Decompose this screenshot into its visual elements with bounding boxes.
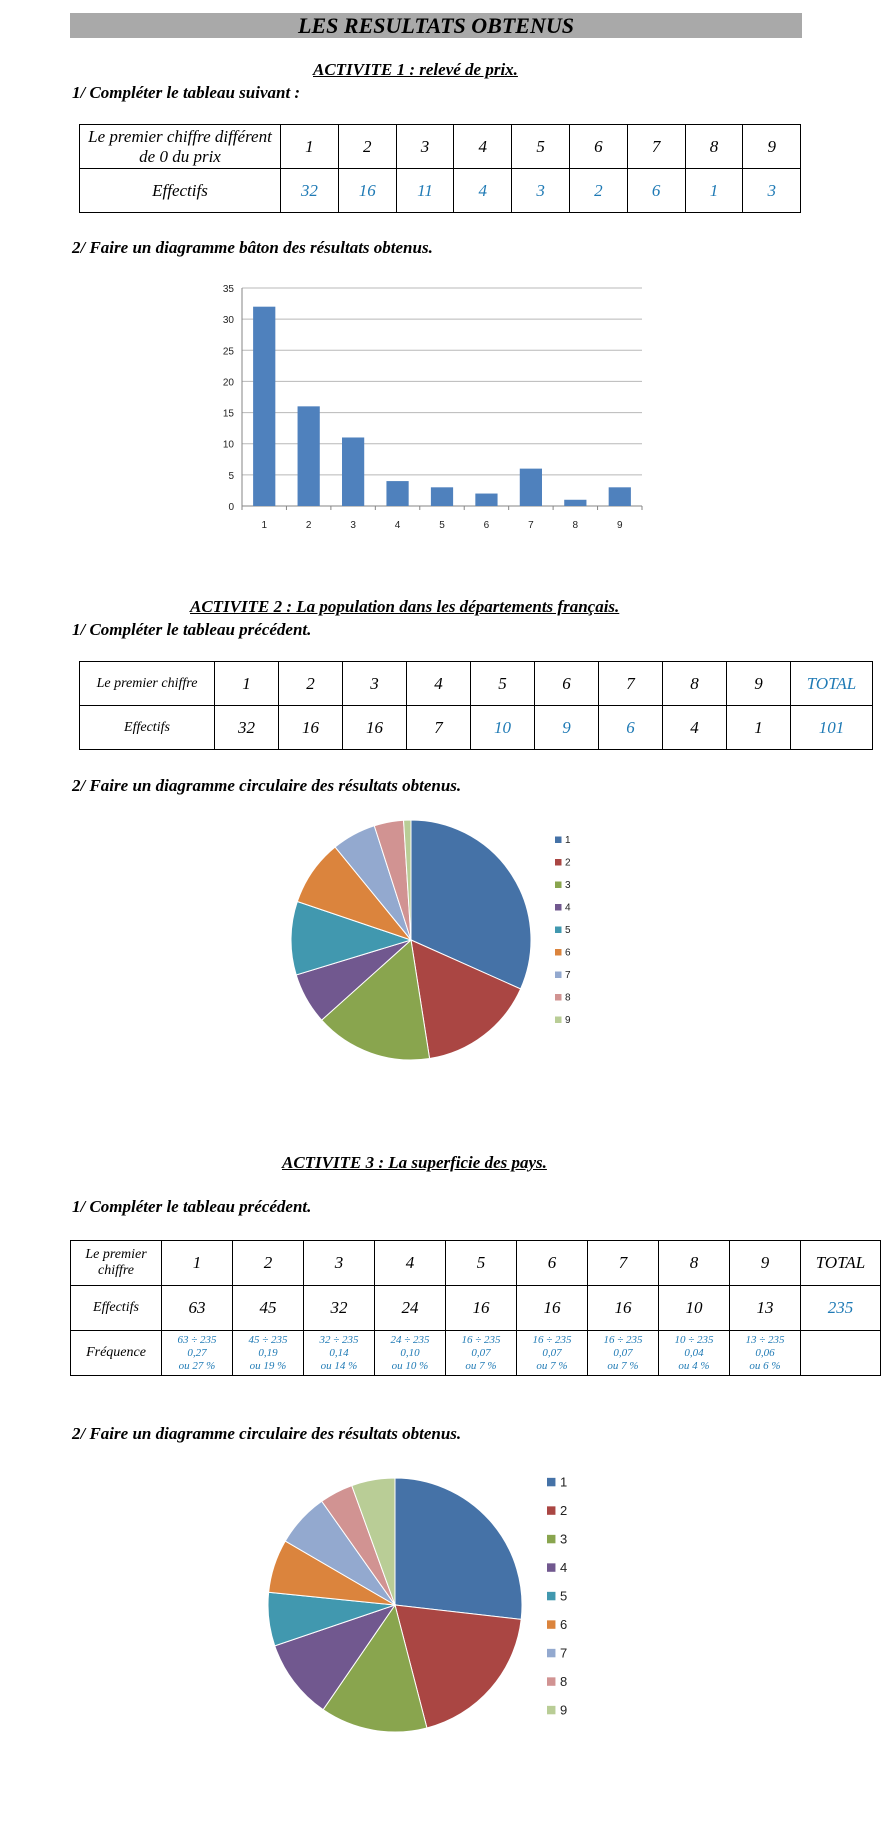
table-cell: 16 <box>517 1286 588 1331</box>
freq-calc: 24 ÷ 235 <box>390 1333 430 1346</box>
freq-decimal: 0,27 <box>187 1346 207 1359</box>
legend-label: 9 <box>565 1015 571 1026</box>
y-tick-label: 20 <box>222 377 234 389</box>
activity2-table <box>79 661 873 750</box>
activity2-q2: 2/ Faire un diagramme circulaire des résultats obtenus. <box>72 776 462 795</box>
pie-chart-activity3 <box>265 1465 595 1745</box>
bar <box>431 487 453 506</box>
table-cell: 2 <box>569 169 627 213</box>
table-row <box>71 1331 881 1376</box>
legend-swatch <box>547 1563 555 1571</box>
table-cell: 8 <box>659 1241 730 1286</box>
activity1-title: ACTIVITE 1 : relevé de prix. <box>313 60 518 79</box>
freq-cell <box>233 1331 304 1376</box>
legend-swatch <box>555 904 562 911</box>
table-cell: 7 <box>588 1241 659 1286</box>
table-cell: 10 <box>471 706 535 750</box>
legend-swatch <box>547 1535 555 1543</box>
table-cell: 16 <box>279 706 343 750</box>
legend-label: 3 <box>560 1531 568 1547</box>
freq-cell <box>375 1331 446 1376</box>
y-tick-label: 25 <box>222 346 234 358</box>
x-tick-label: 1 <box>261 520 268 531</box>
freq-decimal: 0,04 <box>684 1346 704 1359</box>
legend-label: 3 <box>565 880 571 891</box>
freq-calc: 16 ÷ 235 <box>603 1333 643 1346</box>
table-cell: 11 <box>396 169 454 213</box>
table-cell: 9 <box>535 706 599 750</box>
freq-calc: 45 ÷ 235 <box>248 1333 288 1346</box>
freq-percent: ou 27 % <box>178 1359 216 1372</box>
legend-label: 9 <box>560 1702 568 1718</box>
table-header-label: Le premier chiffre <box>80 662 215 706</box>
table-cell: 4 <box>375 1241 446 1286</box>
legend-label: 6 <box>565 947 571 959</box>
table-cell: 3 <box>343 662 407 706</box>
table-cell: 16 <box>588 1286 659 1331</box>
table-cell: 32 <box>304 1286 375 1331</box>
activity3-q2: 2/ Faire un diagramme circulaire des résultats obtenus. <box>72 1424 462 1443</box>
x-tick-label: 7 <box>528 520 534 531</box>
legend-label: 6 <box>560 1616 568 1632</box>
table-row-label: Effectifs <box>80 706 215 750</box>
table-cell: 7 <box>599 662 663 706</box>
bar <box>475 494 497 506</box>
table-cell: 1 <box>162 1241 233 1286</box>
bar <box>564 500 586 506</box>
activity3-title: ACTIVITE 3 : La superficie des pays. <box>282 1153 547 1172</box>
freq-cell <box>588 1331 659 1376</box>
table-cell: 13 <box>730 1286 801 1331</box>
freq-calc: 13 ÷ 235 <box>745 1333 785 1346</box>
table-cell: 4 <box>407 662 471 706</box>
table-header-label: Le premier chiffre <box>71 1241 162 1286</box>
table-cell: 2 <box>279 662 343 706</box>
legend-swatch <box>555 882 562 889</box>
legend-label: 7 <box>560 1645 568 1661</box>
table-cell: TOTAL <box>791 662 873 706</box>
freq-percent: ou 10 % <box>391 1359 429 1372</box>
table-row-label: Effectifs <box>71 1286 162 1331</box>
legend-label: 7 <box>565 970 571 981</box>
legend-label: 4 <box>560 1559 568 1575</box>
legend-label: 8 <box>560 1673 568 1689</box>
freq-cell <box>304 1331 375 1376</box>
legend-swatch <box>547 1706 555 1714</box>
table-cell: 6 <box>599 706 663 750</box>
bar <box>386 481 408 506</box>
table-cell: 9 <box>743 125 801 169</box>
table-cell: 235 <box>801 1286 881 1331</box>
x-tick-label: 2 <box>305 520 312 531</box>
freq-percent: ou 19 % <box>249 1359 287 1372</box>
freq-calc: 16 ÷ 235 <box>532 1333 572 1346</box>
legend-swatch <box>555 859 562 866</box>
freq-calc: 63 ÷ 235 <box>177 1333 217 1346</box>
freq-percent: ou 6 % <box>749 1359 781 1372</box>
activity1-q2: 2/ Faire un diagramme bâton des résultats obtenus. <box>72 238 433 257</box>
legend-swatch <box>555 972 562 979</box>
pie-slice <box>395 1478 522 1619</box>
table-cell: 6 <box>517 1241 588 1286</box>
x-tick-label: 3 <box>350 520 356 531</box>
legend-label: 1 <box>560 1474 568 1490</box>
table-row-label: Fréquence <box>71 1331 162 1376</box>
table-cell: 1 <box>281 125 339 169</box>
bar <box>298 406 320 506</box>
table-cell: 5 <box>512 125 570 169</box>
table-cell: 32 <box>281 169 339 213</box>
page-title: LES RESULTATS OBTENUS <box>70 13 802 38</box>
freq-decimal: 0,07 <box>613 1346 633 1359</box>
freq-cell <box>517 1331 588 1376</box>
pie-chart-activity2 <box>280 810 600 1070</box>
freq-decimal: 0,07 <box>471 1346 491 1359</box>
legend-swatch <box>555 1017 562 1024</box>
activity3-table <box>70 1240 881 1376</box>
table-cell: 1 <box>215 662 279 706</box>
freq-cell <box>446 1331 517 1376</box>
table-cell: 16 <box>446 1286 517 1331</box>
table-cell: 16 <box>338 169 396 213</box>
table-cell: 2 <box>233 1241 304 1286</box>
legend-swatch <box>555 927 562 934</box>
x-tick-label: 6 <box>483 520 490 531</box>
y-tick-label: 30 <box>222 315 234 327</box>
table-cell: 6 <box>535 662 599 706</box>
table-cell: 1 <box>685 169 743 213</box>
bar <box>609 487 631 506</box>
legend-swatch <box>547 1478 555 1486</box>
legend-swatch <box>555 837 562 844</box>
table-cell: 3 <box>743 169 801 213</box>
table-cell: 5 <box>471 662 535 706</box>
table-cell: 7 <box>627 125 685 169</box>
legend-swatch <box>547 1649 555 1657</box>
bar <box>253 307 275 506</box>
table-cell: 63 <box>162 1286 233 1331</box>
freq-cell <box>730 1331 801 1376</box>
activity3-q1: 1/ Compléter le tableau précédent. <box>72 1197 312 1216</box>
table-cell-empty <box>801 1331 881 1376</box>
y-tick-label: 35 <box>222 284 234 295</box>
table-cell: 3 <box>396 125 454 169</box>
table-cell: 4 <box>454 125 512 169</box>
legend-label: 5 <box>560 1588 568 1604</box>
table-row-label: Effectifs <box>80 169 281 213</box>
table-cell: 10 <box>659 1286 730 1331</box>
y-tick-label: 10 <box>222 439 234 451</box>
bar-chart <box>200 270 660 540</box>
freq-percent: ou 4 % <box>678 1359 710 1372</box>
bar <box>520 469 542 506</box>
table-cell: 24 <box>375 1286 446 1331</box>
legend-label: 5 <box>565 925 571 936</box>
table-cell: 101 <box>791 706 873 750</box>
freq-calc: 32 ÷ 235 <box>319 1333 359 1346</box>
table-row <box>80 125 801 169</box>
x-tick-label: 9 <box>616 520 623 531</box>
legend-swatch <box>555 994 562 1001</box>
table-row <box>80 662 873 706</box>
freq-decimal: 0,06 <box>755 1346 775 1359</box>
freq-cell <box>659 1331 730 1376</box>
x-tick-label: 5 <box>439 520 445 531</box>
x-tick-label: 4 <box>394 520 401 531</box>
table-row <box>80 169 801 213</box>
activity2-title: ACTIVITE 2 : La population dans les départements français. <box>190 597 620 616</box>
table-cell: 3 <box>512 169 570 213</box>
freq-decimal: 0,10 <box>400 1346 420 1359</box>
freq-percent: ou 7 % <box>607 1359 639 1372</box>
table-row <box>71 1286 881 1331</box>
legend-swatch <box>555 949 562 956</box>
table-cell: 9 <box>727 662 791 706</box>
legend-label: 1 <box>565 835 571 846</box>
legend-label: 4 <box>565 902 571 914</box>
table-cell: 16 <box>343 706 407 750</box>
table-cell: TOTAL <box>801 1241 881 1286</box>
legend-label: 8 <box>565 992 571 1004</box>
table-cell: 45 <box>233 1286 304 1331</box>
legend-swatch <box>547 1592 555 1600</box>
legend-label: 2 <box>560 1502 568 1518</box>
table-cell: 9 <box>730 1241 801 1286</box>
y-tick-label: 0 <box>228 502 234 513</box>
activity2-q1: 1/ Compléter le tableau précédent. <box>72 620 312 639</box>
table-header-label: Le premier chiffre différent de 0 du prix <box>80 125 281 169</box>
table-cell: 6 <box>627 169 685 213</box>
table-row <box>71 1241 881 1286</box>
table-cell: 7 <box>407 706 471 750</box>
table-cell: 8 <box>663 662 727 706</box>
freq-percent: ou 7 % <box>536 1359 568 1372</box>
activity1-q1: 1/ Compléter le tableau suivant : <box>72 83 301 102</box>
freq-percent: ou 14 % <box>320 1359 358 1372</box>
table-cell: 3 <box>304 1241 375 1286</box>
freq-decimal: 0,14 <box>329 1346 349 1359</box>
freq-decimal: 0,19 <box>258 1346 278 1359</box>
table-row <box>80 706 873 750</box>
y-tick-label: 15 <box>222 408 234 420</box>
table-cell: 2 <box>338 125 396 169</box>
legend-label: 2 <box>565 857 571 869</box>
freq-cell <box>162 1331 233 1376</box>
legend-swatch <box>547 1620 555 1628</box>
legend-swatch <box>547 1506 555 1514</box>
table-cell: 32 <box>215 706 279 750</box>
table-cell: 1 <box>727 706 791 750</box>
x-tick-label: 8 <box>572 520 579 531</box>
table-cell: 8 <box>685 125 743 169</box>
table-cell: 6 <box>569 125 627 169</box>
legend-swatch <box>547 1677 555 1685</box>
table-cell: 4 <box>454 169 512 213</box>
freq-calc: 16 ÷ 235 <box>461 1333 501 1346</box>
freq-percent: ou 7 % <box>465 1359 497 1372</box>
y-tick-label: 5 <box>228 470 234 482</box>
freq-decimal: 0,07 <box>542 1346 562 1359</box>
bar <box>342 437 364 506</box>
activity1-table <box>79 124 801 213</box>
freq-calc: 10 ÷ 235 <box>674 1333 714 1346</box>
table-cell: 5 <box>446 1241 517 1286</box>
table-cell: 4 <box>663 706 727 750</box>
